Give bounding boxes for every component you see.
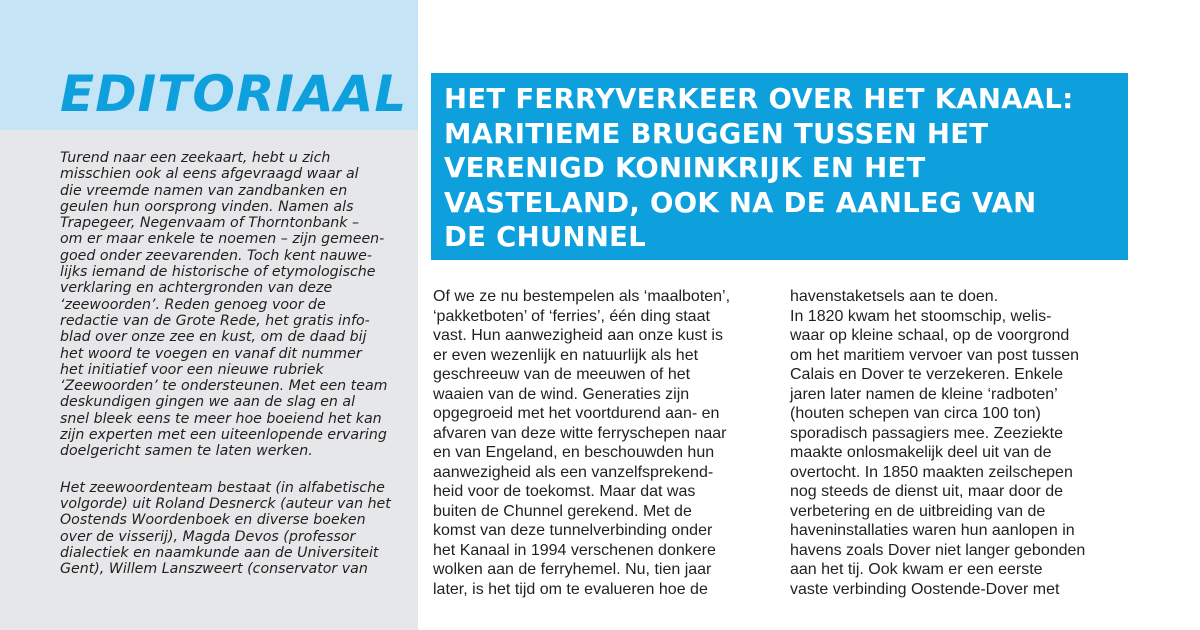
text-line: ‘Zeewoorden’ te ondersteunen. Met een team	[60, 378, 388, 395]
text-line: om er maar enkele te noemen – zijn gemeen-	[60, 231, 385, 248]
text-line: nog steeds de dienst uit, maar door de	[790, 483, 1064, 500]
article-column-1	[433, 287, 783, 599]
text-line: doelgericht samen te laten werken.	[60, 443, 313, 460]
text-line: later, is het tijd om te evalueren hoe de	[433, 580, 708, 598]
text-line: In 1820 kwam het stoomschip, welis-	[790, 307, 1052, 325]
text-line: heid voor de toekomst. Maar dat was	[433, 483, 696, 500]
text-line: het initiatief voor een nieuwe rubriek	[60, 361, 324, 378]
text-line: geulen hun oorsprong vinden. Namen als	[60, 198, 354, 215]
text-line: om het maritiem vervoer van post tussen	[790, 346, 1080, 364]
text-line: vaste verbinding Oostende-Dover met	[790, 580, 1060, 598]
text-line: Oostends Woordenboek en diverse boeken	[60, 512, 366, 529]
text-line: het Kanaal in 1994 verschenen donkere	[433, 541, 716, 559]
text-line: ‘pakketboten’ of ‘ferries’, één ding staat	[433, 307, 710, 325]
text-line: vast. Hun aanwezigheid aan onze kust is	[433, 327, 723, 344]
text-line: waaien van de wind. Generaties zijn	[433, 385, 690, 403]
text-line: buiten de Chunnel gerekend. Met de	[433, 502, 692, 520]
text-line: deskundigen gingen we aan de slag en al	[60, 394, 356, 411]
text-line: opgegroeid met het voortdurend aan- en	[433, 405, 720, 422]
editorial-text	[60, 150, 420, 577]
text-line: geschreeuw van de meeuwen of het	[433, 366, 691, 383]
text-line: waar op kleine schaal, op de voorgrond	[790, 327, 1070, 344]
text-line: over de visserij), Magda Devos (professor	[60, 528, 356, 545]
text-line: sporadisch passagiers mee. Zeeziekte	[790, 424, 1064, 442]
text-line: aanwezigheid als een vanzelfsprekend-	[433, 463, 714, 481]
text-line: Trapegeer, Negenvaam of Thorntonbank –	[60, 215, 360, 232]
text-line: verbetering en de uitbreiding van de	[790, 502, 1046, 520]
text-line: haveninstallaties waren hun aanlopen in	[790, 522, 1075, 539]
text-line: verklaring en achtergronden van deze	[60, 280, 333, 297]
editorial-paragraph-1	[60, 150, 420, 460]
text-line: Het zeewoordenteam bestaat (in alfabetische	[60, 479, 385, 496]
article-column-2	[790, 287, 1140, 599]
article-headline	[444, 82, 1074, 255]
text-line: maakte onlosmakelijk deel uit van de	[790, 444, 1052, 461]
text-line: havenstaketsels aan te doen.	[790, 288, 999, 305]
headline-line: VERENIGD KONINKRIJK EN HET	[444, 152, 926, 184]
text-line: en van Engeland, en beschouwden hun	[433, 444, 715, 461]
headline-line: VASTELAND, OOK NA DE AANLEG VAN	[444, 186, 1037, 219]
headline-line: DE CHUNNEL	[444, 221, 647, 253]
text-line: wolken aan de ferryhemel. Nu, tien jaar	[433, 561, 712, 578]
text-line: havens zoals Dover niet langer gebonden	[790, 541, 1086, 559]
text-line: er even wezenlijk en natuurlijk als het	[433, 346, 699, 364]
text-line: volgorde) uit Roland Desnerck (auteur van het	[60, 495, 391, 512]
text-line: overtocht. In 1850 maakten zeilschepen	[790, 463, 1073, 481]
text-line: aan het tij. Ook kwam er een eerste	[790, 561, 1043, 578]
text-line: blad over onze zee en kust, om de daad bij	[60, 329, 367, 346]
text-line: jaren later namen de kleine ‘radboten’	[790, 385, 1058, 403]
text-line: lijks iemand de historische of etymologische	[60, 264, 376, 281]
text-line: Turend naar een zeekaart, hebt u zich	[60, 150, 331, 166]
text-line: Calais en Dover te verzekeren. Enkele	[790, 366, 1064, 383]
editorial-paragraph-2	[60, 480, 420, 578]
text-line: goed onder zeevarenden. Toch kent nauwe-	[60, 247, 373, 264]
text-line: (houten schepen van circa 100 ton)	[790, 405, 1041, 422]
editorial-title: EDITORIAAL	[60, 65, 408, 123]
text-line: komst van deze tunnelverbinding onder	[433, 522, 713, 539]
text-line: zijn experten met een uiteenlopende ervaring	[60, 427, 387, 444]
text-line: dialectiek en naamkunde aan de Universiteit	[60, 544, 379, 561]
text-line: ‘zeewoorden’. Reden genoeg voor de	[60, 296, 326, 313]
text-line: Of we ze nu bestempelen als ‘maalboten’,	[433, 288, 731, 305]
paragraph-gap	[60, 460, 420, 480]
text-line: Gent), Willem Lanszweert (conservator van	[60, 561, 368, 578]
text-line: redactie van de Grote Rede, het gratis info-	[60, 312, 370, 329]
text-line: die vreemde namen van zandbanken en	[60, 182, 348, 199]
text-line: misschien ook al eens afgevraagd waar al	[60, 166, 359, 183]
headline-line: HET FERRYVERKEER OVER HET KANAAL:	[444, 83, 1074, 115]
text-line: het woord te voegen en vanaf dit nummer	[60, 345, 362, 362]
headline-line: MARITIEME BRUGGEN TUSSEN HET	[444, 117, 989, 150]
text-line: afvaren van deze witte ferryschepen naar	[433, 424, 727, 442]
text-line: snel bleek eens te meer hoe boeiend het kan	[60, 410, 382, 427]
